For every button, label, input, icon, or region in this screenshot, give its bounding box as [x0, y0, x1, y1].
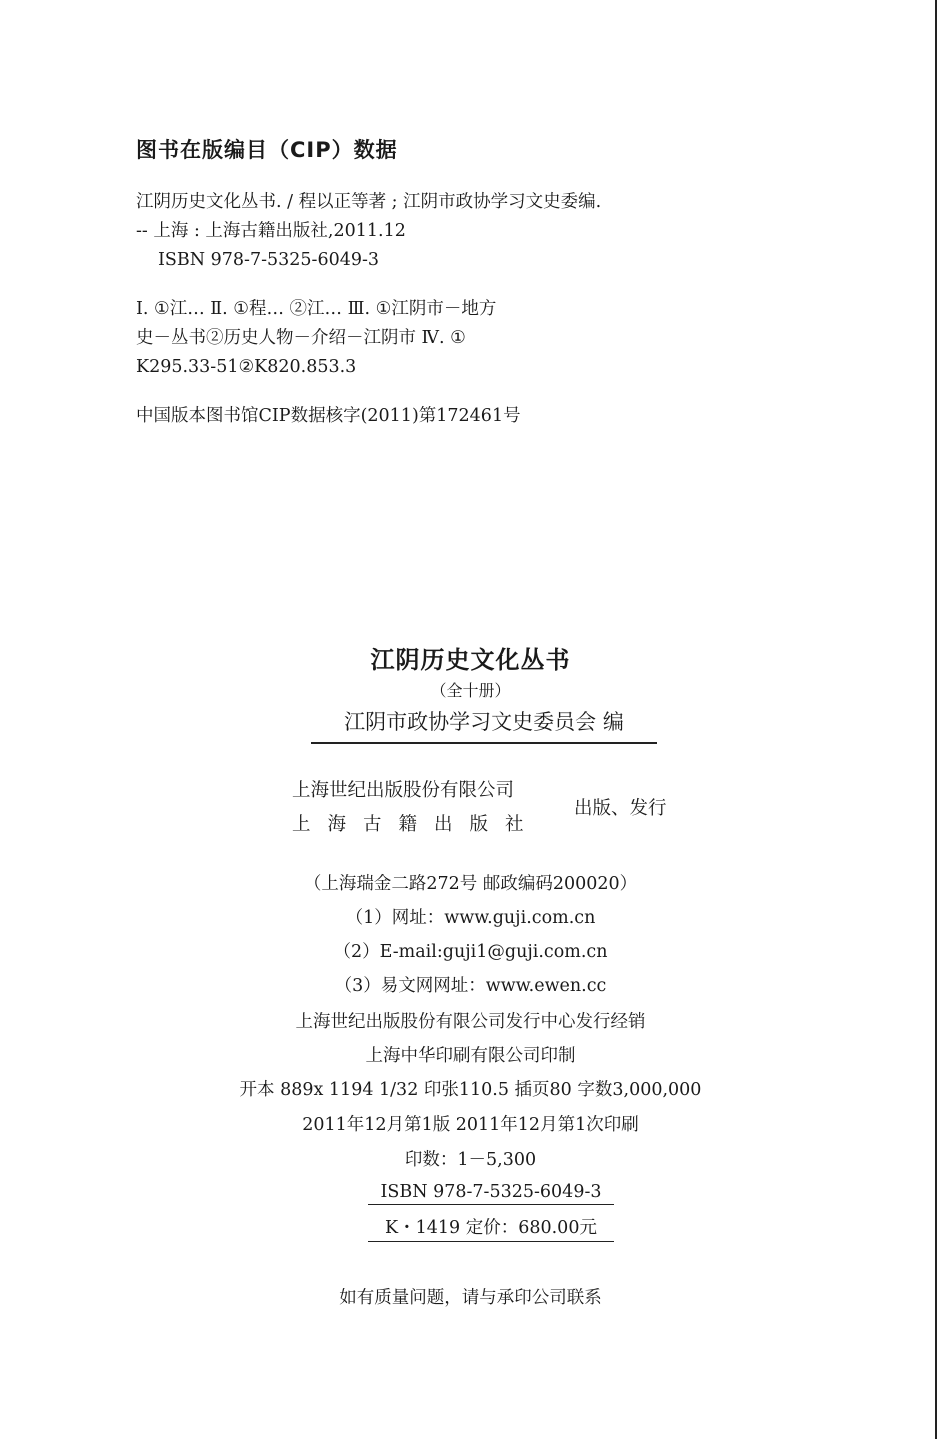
distributor: 上海世纪出版股份有限公司发行中心发行经销 — [295, 1012, 646, 1032]
quality-notice: 如有质量问题，请与承印公司联系 — [339, 1288, 602, 1308]
edition-info: 2011年12月第1版 2011年12月第1次印刷 — [302, 1115, 639, 1135]
cip-class-line-1: Ⅰ. ①江… Ⅱ. ①程… ②江… Ⅲ. ①江阴市－地方 — [136, 299, 497, 319]
price-line: K・1419 定价：680.00元 — [368, 1214, 614, 1242]
isbn-line: ISBN 978-7-5325-6049-3 — [368, 1182, 614, 1205]
cip-isbn: ISBN 978-7-5325-6049-3 — [158, 250, 380, 270]
cip-check-number: 中国版本图书馆CIP数据核字(2011)第172461号 — [136, 406, 521, 426]
publisher-name-1: 上海世纪出版股份有限公司 — [292, 780, 515, 801]
series-title: 江阴历史文化丛书 — [370, 646, 571, 674]
printer: 上海中华印刷有限公司印制 — [365, 1046, 576, 1066]
cip-desc-line-2: -- 上海 : 上海古籍出版社,2011.12 — [136, 221, 406, 241]
publish-action: 出版、发行 — [574, 798, 667, 819]
cip-class-line-2: 史－丛书②历史人物－介绍－江阴市 Ⅳ. ① — [136, 328, 466, 348]
cip-class-line-3: K295.33-51②K820.853.3 — [136, 357, 357, 377]
publisher-email: （2）E-mail:guji1@guji.com.cn — [333, 942, 608, 962]
cip-desc-line-1: 江阴历史文化丛书. / 程以正等著 ; 江阴市政协学习文史委编. — [136, 192, 602, 212]
volume-count: （全十册） — [430, 681, 511, 700]
page-edge-border — [935, 0, 937, 1439]
publisher-names — [292, 774, 541, 842]
cip-classification — [136, 295, 496, 382]
cip-description — [136, 188, 601, 275]
publisher-name-2: 上海古籍出版社 — [292, 814, 541, 835]
print-run: 印数：1－5,300 — [404, 1150, 537, 1170]
editor-line: 江阴市政协学习文史委员会 编 — [311, 706, 657, 744]
format-specs: 开本 889x 1194 1/32 印张110.5 插页80 字数3,000,000 — [239, 1080, 702, 1100]
publisher-address: （上海瑞金二路272号 邮政编码200020） — [303, 874, 638, 894]
ewen-website: （3）易文网网址：www.ewen.cc — [334, 976, 607, 996]
cip-title: 图书在版编目（CIP）数据 — [136, 138, 398, 162]
publisher-website: （1）网址：www.guji.com.cn — [345, 908, 596, 928]
